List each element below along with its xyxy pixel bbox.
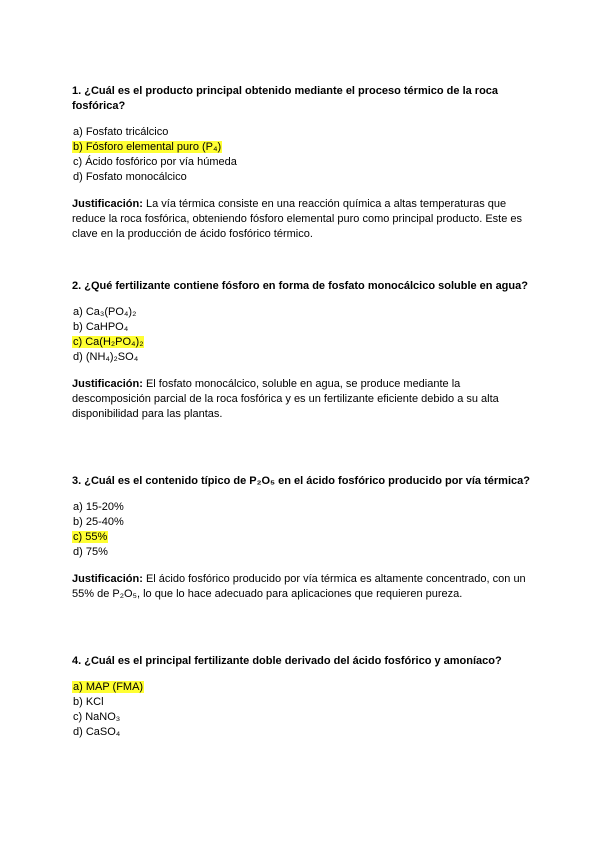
question-title: 4. ¿Cuál es el principal fertilizante doble derivado del ácido fosfórico y amoníaco? (72, 655, 502, 667)
justification (72, 197, 532, 242)
justification-text: El fosfato monocálcico, soluble en agua, se produce mediante la descomposición parcial de la roca fosfórica y es un fertilizante eficiente debido a su alta disponibilidad para las plantas. (72, 378, 499, 420)
justification-label: Justificación: (72, 198, 143, 210)
option-a: a) Ca₃(PO₄)₂ (73, 306, 137, 318)
question-1 (72, 84, 532, 242)
option-a: a) 15-20% (73, 501, 124, 513)
question-title: 3. ¿Cuál es el contenido típico de P₂O₅ en el ácido fosfórico producido por vía térmica? (72, 475, 530, 487)
option-c-highlighted: c) 55% (73, 531, 108, 543)
option-c-highlighted: c) Ca(H₂PO₄)₂ (73, 336, 144, 348)
option-d: d) CaSO₄ (73, 726, 121, 738)
options-list (72, 305, 532, 365)
options-list (72, 680, 532, 740)
justification-label: Justificación: (72, 573, 143, 585)
option-a: a) Fosfato tricálcico (73, 126, 169, 138)
justification-text: El ácido fosfórico producido por vía térmica es altamente concentrado, con un 55% de P₂O₅, lo que lo hace adecuado para aplicaciones que requieren pureza. (72, 573, 526, 600)
option-b-highlighted: b) Fósforo elemental puro (P₄) (73, 141, 222, 153)
question-title: 1. ¿Cuál es el producto principal obtenido mediante el proceso térmico de la roca fosfórica? (72, 85, 499, 112)
question-2 (72, 279, 532, 422)
option-b: b) CaHPO₄ (73, 321, 129, 333)
option-d: d) 75% (73, 546, 108, 558)
question-title: 2. ¿Qué fertilizante contiene fósforo en forma de fosfato monocálcico soluble en agua? (72, 280, 528, 292)
justification-text: La vía térmica consiste en una reacción química a altas temperaturas que reduce la roca fosfórica, obteniendo fósforo elemental puro como principal producto. Este es clave en la producción de ácido fosfórico térmico. (72, 198, 523, 240)
option-d: d) (NH₄)₂SO₄ (73, 351, 139, 363)
option-c: c) Ácido fosfórico por vía húmeda (73, 156, 237, 168)
justification (72, 377, 532, 422)
options-list (72, 125, 532, 185)
option-d: d) Fosfato monocálcico (73, 171, 187, 183)
options-list (72, 500, 532, 560)
option-b: b) 25-40% (73, 516, 124, 528)
justification (72, 572, 532, 602)
option-b: b) KCl (73, 696, 104, 708)
option-a-highlighted: a) MAP (FMA) (73, 681, 144, 693)
question-4 (72, 654, 532, 740)
option-c: c) NaNO₃ (73, 711, 121, 723)
question-3 (72, 474, 532, 602)
justification-label: Justificación: (72, 378, 143, 390)
